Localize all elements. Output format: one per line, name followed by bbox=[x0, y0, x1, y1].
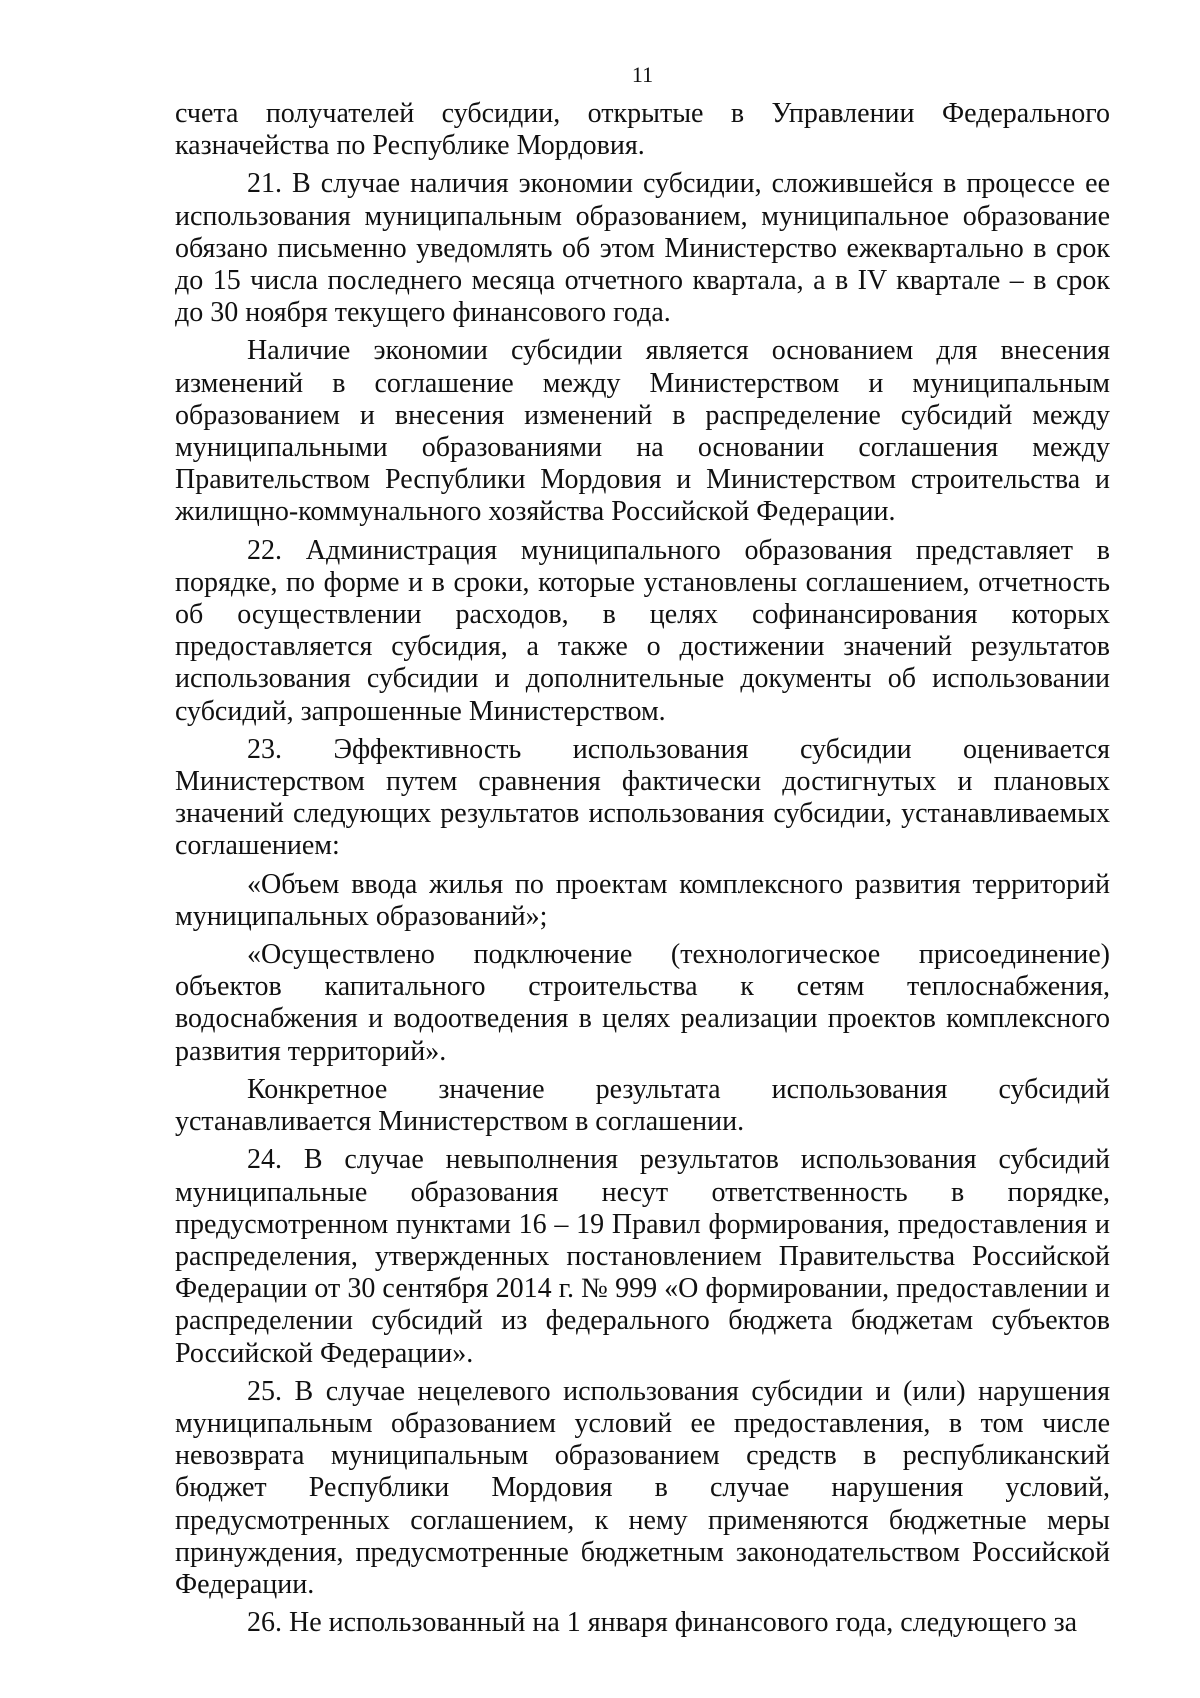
paragraph-savings: Наличие экономии субсидии является основанием для внесения изменений в соглашение между Министерством и муниципальным образованием и внесения изменений в распределение субсидий между муниципальными образованиями на основании соглашения между Правительством Республики Мордовия и Министерством строительства и жилищно-коммунального хозяйства Российской Федерации. bbox=[175, 335, 1110, 528]
paragraph-22: 22. Администрация муниципального образования представляет в порядке, по форме и в сроки, которые установлены соглашением, отчетность об осуществлении расходов, в целях софинансирования которых предоставляется субсидия, а также о достижении значений результатов использования субсидии и дополнительные документы об использовании субсидий, запрошенные Министерством. bbox=[175, 534, 1110, 727]
paragraph-24: 24. В случае невыполнения результатов использования субсидий муниципальные образования несут ответственность в порядке, предусмотренном пунктами 16 – 19 Правил формирования, предоставления и распределения, утвержденных постановлением Правительства Российской Федерации от 30 сентября 2014 г. № 999 «О формировании, предоставлении и распределении субсидий из федерального бюджета бюджетам субъектов Российской Федерации». bbox=[175, 1144, 1110, 1369]
paragraph-21: 21. В случае наличия экономии субсидии, сложившейся в процессе ее использования муниципальным образованием, муниципальное образование обязано письменно уведомлять об этом Министерство ежеквартально в срок до 15 числа последнего месяца отчетного квартала, а в IV квартале – в срок до 30 ноября текущего финансового года. bbox=[175, 168, 1110, 329]
paragraph-specific-value: Конкретное значение результата использования субсидий устанавливается Министерством в соглашении. bbox=[175, 1073, 1110, 1138]
paragraph-25: 25. В случае нецелевого использования субсидии и (или) нарушения муниципальным образованием условий ее предоставления, в том числе невозврата муниципальным образованием средств в республиканский бюджет Республики Мордовия в случае нарушения условий, предусмотренных соглашением, к нему применяются бюджетные меры принуждения, предусмотренные бюджетным законодательством Российской Федерации. bbox=[175, 1375, 1110, 1600]
paragraph-continuation: счета получателей субсидии, открытые в Управлении Федерального казначейства по Республике Мордовия. bbox=[175, 98, 1110, 162]
paragraph-26: 26. Не использованный на 1 января финансового года, следующего за bbox=[247, 1607, 1078, 1639]
paragraph-result-housing: «Объем ввода жилья по проектам комплексного развития территорий муниципальных образований»; bbox=[175, 868, 1110, 932]
page-number: 11 bbox=[631, 62, 654, 87]
paragraph-result-connection: «Осуществлено подключение (технологическое присоединение) объектов капитального строительства к сетям теплоснабжения, водоснабжения и водоотведения в целях реализации проектов комплексного развития территорий». bbox=[175, 939, 1110, 1067]
paragraph-23: 23. Эффективность использования субсидии оценивается Министерством путем сравнения фактически достигнутых и плановых значений следующих результатов использования субсидии, устанавливаемых соглашением: bbox=[175, 733, 1110, 862]
